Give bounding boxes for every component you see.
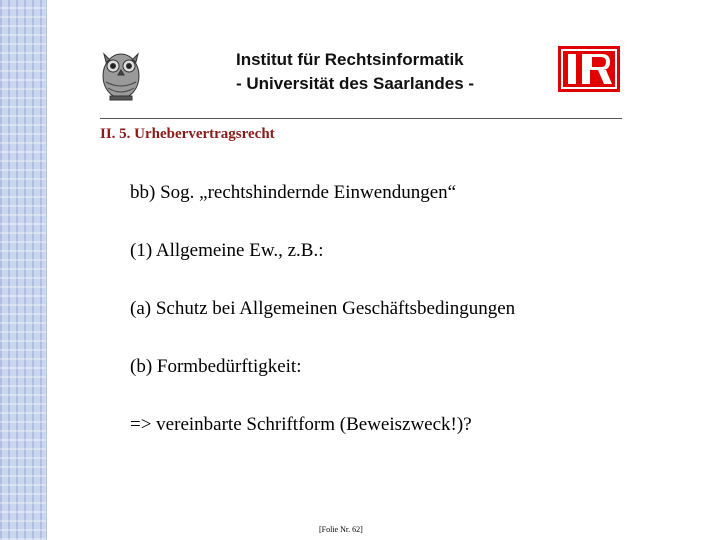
body-line-3: (a) Schutz bei Allgemeinen Geschäftsbedingungen bbox=[130, 298, 516, 319]
university-seal-icon bbox=[96, 46, 146, 102]
body-line-1: bb) Sog. „rechtshindernde Einwendungen“ bbox=[130, 182, 457, 203]
section-title: II. 5. Urhebervertragsrecht bbox=[100, 126, 275, 142]
slide-number: [Folie Nr. 62] bbox=[319, 525, 363, 534]
body-line-2: (1) Allgemeine Ew., z.B.: bbox=[130, 240, 324, 261]
body-line-5: => vereinbarte Schriftform (Beweiszweck!)? bbox=[130, 414, 472, 435]
institution-header bbox=[236, 48, 474, 96]
decorative-sidebar bbox=[0, 0, 47, 540]
institute-name: Institut für Rechtsinformatik bbox=[236, 50, 464, 69]
header-divider bbox=[100, 118, 622, 119]
body-line-4: (b) Formbedürftigkeit: bbox=[130, 356, 302, 377]
ifr-logo bbox=[558, 46, 620, 92]
university-name: - Universität des Saarlandes - bbox=[236, 74, 475, 93]
